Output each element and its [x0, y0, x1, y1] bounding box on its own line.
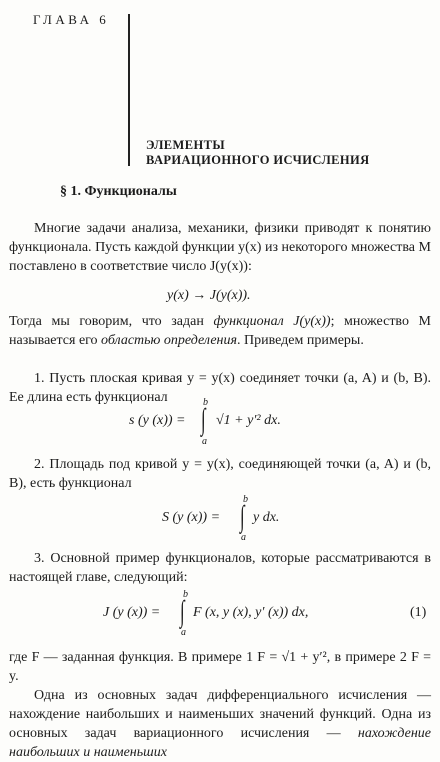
paragraph-variational-task — [9, 686, 431, 762]
integral-sign: ∫ — [180, 595, 185, 628]
vertical-rule — [128, 14, 130, 166]
chapter-title-line-1: ЭЛЕМЕНТЫ — [146, 138, 226, 152]
section-heading: § 1. Функционалы — [60, 184, 177, 199]
integral-sign: ∫ — [201, 403, 206, 436]
definition-term-functional: функционал J(y(x)) — [213, 314, 331, 329]
formula-length-upper-limit: b — [203, 397, 208, 408]
paragraph-where: где F — заданная функция. В примере 1 F = √1 + y′², в примере 2 F = y. — [9, 650, 431, 684]
formula-area-lower-limit: a — [241, 532, 246, 543]
chapter-heading: ГЛАВА 6 — [33, 12, 110, 27]
equation-number: (1) — [410, 605, 427, 620]
formula-area-right: y dx. — [253, 510, 280, 525]
chapter-title-line-2: ВАРИАЦИОННОГО ИСЧИСЛЕНИЯ — [146, 153, 370, 167]
formula-functional-lower-limit: a — [181, 627, 186, 638]
formula-area-left: S (y (x)) = — [162, 510, 221, 525]
definition-text-a: Тогда мы говорим, что задан — [9, 314, 214, 329]
formula-functional-right: F (x, y (x), y′ (x)) dx, — [193, 605, 309, 620]
variational-emphasis: нахождение наибольших и наименьших — [9, 726, 431, 760]
formula-functional-upper-limit: b — [183, 589, 188, 600]
formula-area-upper-limit: b — [243, 494, 248, 505]
paragraph-example-1: 1. Пусть плоская кривая y = y(x) соединяет точки (a, A) и (b, B). Ее длина есть функционал — [9, 371, 431, 405]
formula-length-right: √1 + y′² dx. — [216, 413, 281, 428]
integral-sign: ∫ — [240, 500, 245, 533]
formula-mapping: y(x) → J(y(x)). — [167, 288, 251, 303]
paragraph-intro: Многие задачи анализа, механики, физики приводят к понятию функционала. Пусть каждой функции y(x) из некоторого множества M поставлено в соответствие число J(y(x)): — [9, 221, 431, 274]
variational-text: Одна из основных задач дифференциального исчисления — нахождение наибольших и наименьших значений функций. Одна из основных задач вариационного исчисления — — [9, 688, 431, 741]
chapter-title — [146, 138, 370, 168]
paragraph-example-3: 3. Основной пример функционалов, которые рассматриваются в настоящей главе, следующий: — [9, 551, 431, 585]
formula-functional-left: J (y (x)) = — [103, 605, 161, 620]
definition-text-c: ; множество M называется его — [9, 314, 431, 348]
formula-length-left: s (y (x)) = — [129, 413, 186, 428]
paragraph-example-2: 2. Площадь под кривой y = y(x), соединяющей точки (a, A) и (b, B), есть функционал — [9, 457, 431, 491]
definition-text-e: . Приведем примеры. — [237, 333, 364, 348]
paragraph-definition — [9, 312, 431, 350]
formula-length-lower-limit: a — [202, 436, 207, 447]
definition-term-domain: областью определения — [101, 333, 237, 348]
